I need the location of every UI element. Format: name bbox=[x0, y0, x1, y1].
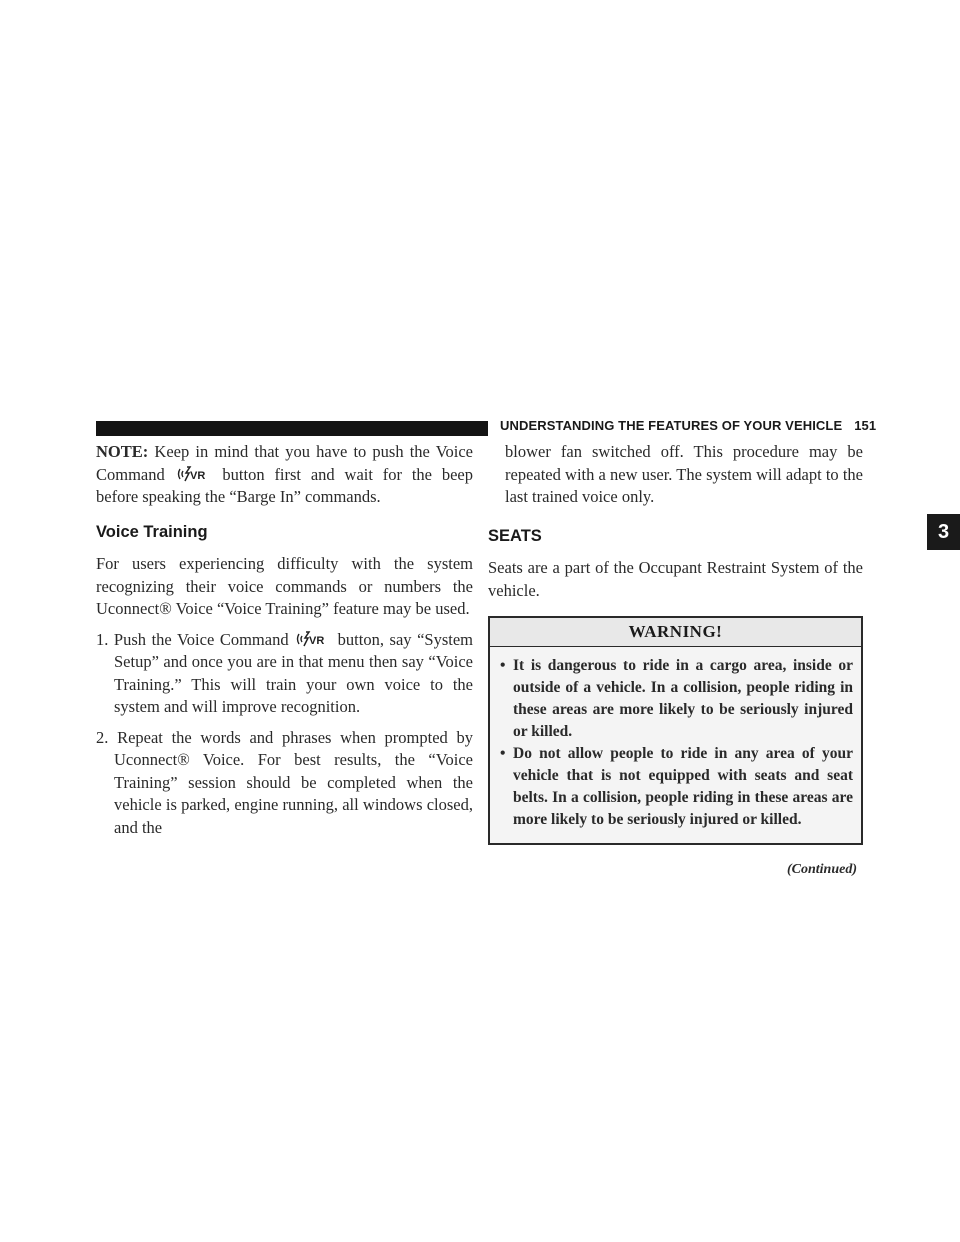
svg-text:VR: VR bbox=[309, 634, 325, 647]
seats-intro: Seats are a part of the Occupant Restraint System of the vehicle. bbox=[488, 558, 863, 600]
svg-text:VR: VR bbox=[189, 469, 205, 482]
note-paragraph: NOTE: Keep in mind that you have to push the Voice Command VR button first and wait for the beep before speaking the “Barge In” commands. bbox=[96, 442, 473, 506]
warning-box bbox=[488, 616, 863, 845]
page-number: 151 bbox=[854, 418, 877, 433]
voice-training-heading: Voice Training bbox=[96, 522, 208, 541]
continued-label: (Continued) bbox=[786, 861, 857, 877]
chapter-tab: 3 bbox=[927, 514, 960, 550]
step-2-continuation: blower fan switched off. This procedure may be repeated with a new user. The system will adapt to the last trained voice only. bbox=[505, 442, 863, 506]
note-label: NOTE: bbox=[96, 442, 149, 461]
voice-training-intro: For users experiencing difficulty with the system recognizing their voice commands or numbers the Uconnect® Voice “Voice Training” feature may be used. bbox=[96, 554, 473, 618]
warning-title: WARNING! bbox=[490, 618, 861, 647]
list-item: 1. Push the Voice Command VR button, say “System Setup” and once you are in that menu then say “Voice Training.” This will train your own voice to the system and will improve recognition. bbox=[96, 629, 473, 716]
seats-heading: SEATS bbox=[488, 526, 542, 545]
bullet-icon: • bbox=[500, 744, 506, 762]
header-rule bbox=[96, 421, 488, 436]
bullet-icon: • bbox=[500, 656, 506, 674]
warning-item: • Do not allow people to ride in any area of your vehicle that is not equipped with seats and seat belts. In a collision, people riding in these areas are more likely to be seriously injured or killed. bbox=[500, 744, 853, 828]
voice-training-steps bbox=[96, 629, 473, 840]
section-title: UNDERSTANDING THE FEATURES OF YOUR VEHICLE bbox=[500, 418, 843, 433]
warning-list bbox=[490, 647, 861, 843]
voice-command-vr-icon bbox=[177, 465, 211, 483]
list-item: 2. Repeat the words and phrases when prompted by Uconnect® Voice. For best results, the “Voice Training” session should be completed when the vehicle is parked, engine running, all windows closed, and the bbox=[96, 727, 473, 837]
warning-item: • It is dangerous to ride in a cargo area, inside or outside of a vehicle. In a collision, people riding in these areas are more likely to be seriously injured or killed. bbox=[500, 656, 853, 740]
right-column bbox=[488, 441, 863, 881]
voice-command-vr-icon bbox=[296, 630, 330, 648]
left-column bbox=[96, 441, 473, 847]
running-header bbox=[500, 418, 876, 433]
